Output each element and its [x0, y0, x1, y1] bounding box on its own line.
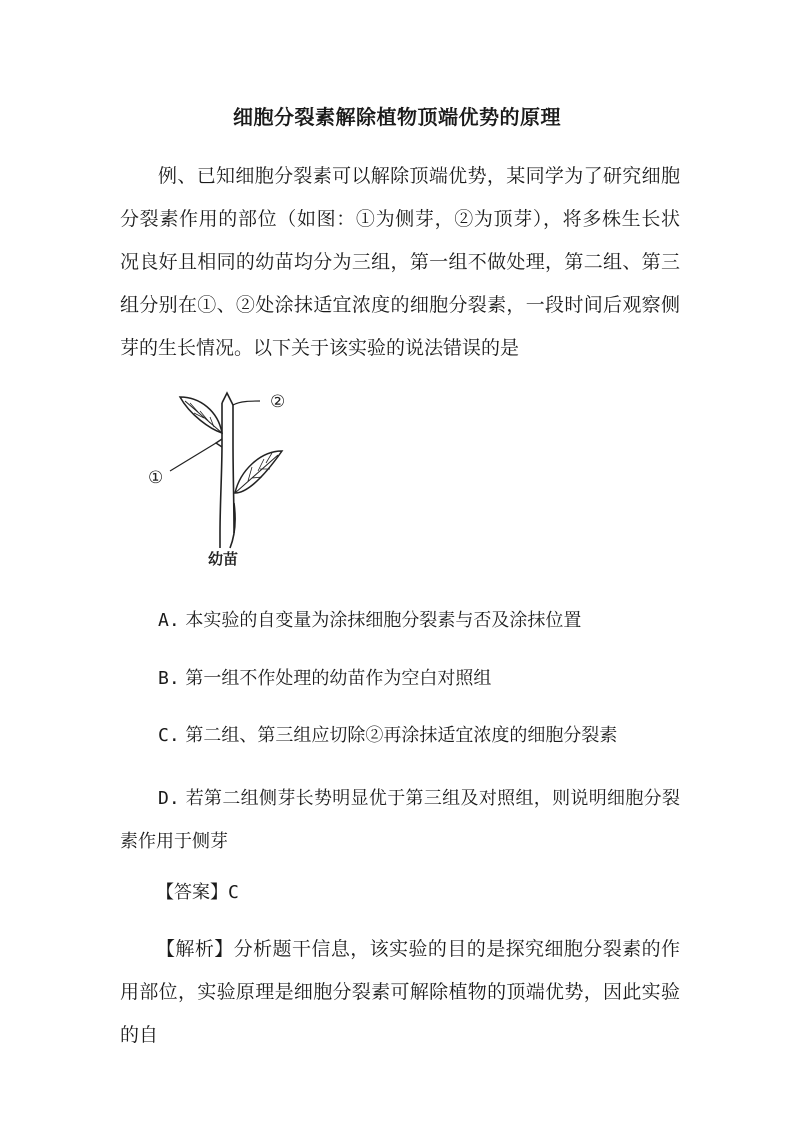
option-a-label: A. — [158, 610, 180, 631]
answer-label: 【答案】 — [156, 882, 228, 903]
option-d — [120, 777, 680, 863]
option-a — [158, 608, 680, 634]
label-apical-bud: ② — [270, 392, 286, 412]
option-a-text: 本实验的自变量为涂抹细胞分裂素与否及涂抹位置 — [185, 610, 582, 631]
option-b-text: 第一组不作处理的幼苗作为空白对照组 — [185, 668, 492, 689]
seedling-diagram — [140, 383, 310, 573]
option-b-label: B. — [158, 668, 180, 689]
analysis-paragraph — [120, 928, 680, 1057]
label-lateral-bud: ① — [148, 468, 164, 488]
question-stem: 例、已知细胞分裂素可以解除顶端优势，某同学为了研究细胞分裂素作用的部位（如图：①为侧芽，②为顶芽），将多株生长状况良好且相同的幼苗均分为三组，第一组不做处理，第二组、第三组分别在①、②处涂抹适宜浓度的细胞分裂素，一段时间后观察侧芽的生长情况。以下关于该实验的说法错误的是 — [120, 165, 680, 359]
analysis-label: 【解析】 — [156, 938, 234, 960]
option-d-text: 若第二组侧芽长势明显优于第三组及对照组，则说明细胞分裂素作用于侧芽 — [120, 788, 680, 852]
apical-bud-shape — [222, 393, 233, 405]
option-b — [158, 666, 680, 692]
option-c — [158, 723, 680, 749]
option-c-text: 第二组、第三组应切除②再涂抹适宜浓度的细胞分裂素 — [185, 725, 618, 746]
analysis-text: 分析题干信息，该实验的目的是探究细胞分裂素的作用部位，实验原理是细胞分裂素可解除植物的顶端优势，因此实验的自 — [120, 938, 680, 1046]
page-title: 细胞分裂素解除植物顶端优势的原理 — [233, 105, 561, 129]
option-d-label: D. — [158, 788, 180, 809]
answer-line — [156, 880, 239, 906]
lateral-bud-shape — [216, 439, 222, 447]
answer-value: C — [228, 882, 239, 903]
figure-caption: 幼苗 — [208, 550, 239, 568]
seedling-figure — [140, 383, 310, 573]
option-c-label: C. — [158, 725, 180, 746]
